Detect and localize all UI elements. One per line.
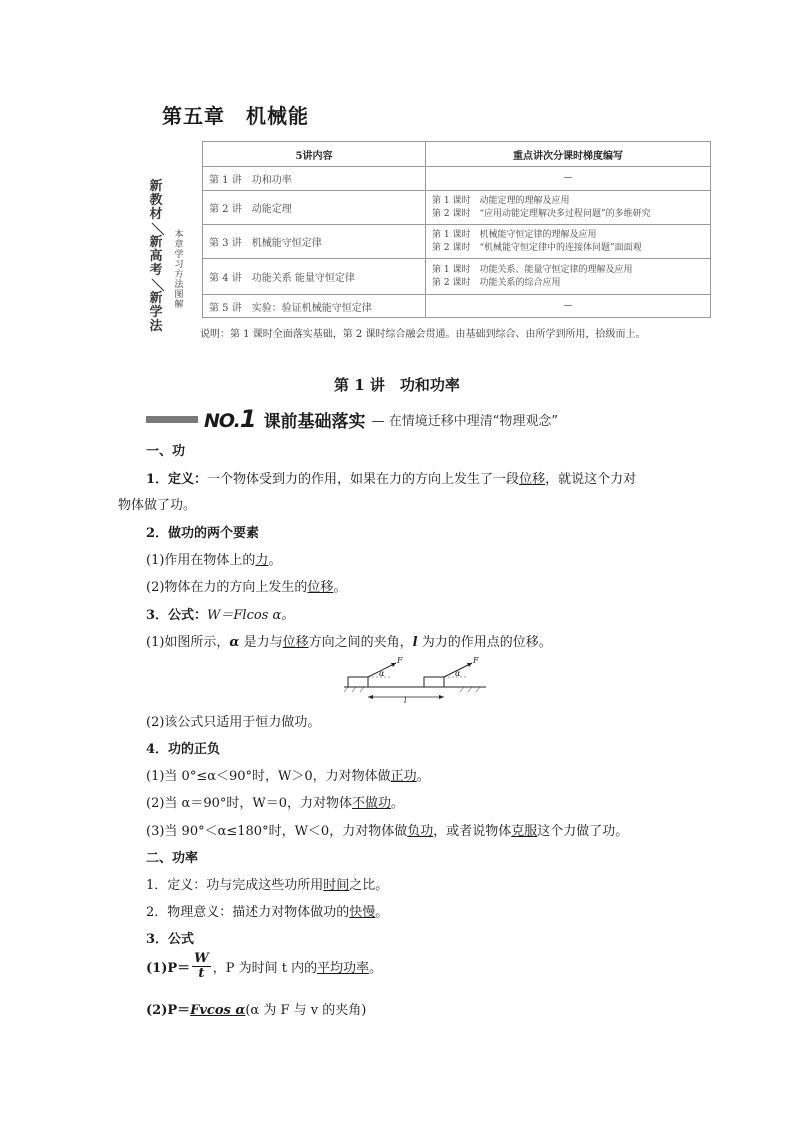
- table-header-plan: 重点讲次分课时梯度编写: [426, 142, 711, 167]
- text: 。: [268, 553, 282, 568]
- text: 一个物体受到力的作用，如果在力的方向上发生了一段: [207, 472, 520, 487]
- displacement-label: l: [404, 696, 407, 705]
- text: 是力与: [239, 635, 283, 650]
- block-start: [348, 677, 368, 687]
- table-row: [203, 191, 711, 225]
- blank-answer: 不做功: [352, 796, 392, 811]
- angle-label-1: α: [379, 669, 385, 678]
- sign-title: 4．功的正负: [146, 742, 221, 757]
- text: (1)P＝: [146, 961, 191, 976]
- power-meaning: [146, 901, 388, 920]
- section-banner: [146, 406, 558, 432]
- fraction-denominator: t: [198, 966, 205, 981]
- symbol: α: [229, 635, 240, 650]
- text: (3)当 90°＜α≤180°时，W＜0，力对物体做: [146, 824, 408, 839]
- table-row: [203, 259, 711, 295]
- angle-label-2: α: [455, 669, 461, 678]
- sidebar-label-new-curriculum: 新 教 材 ／ 新 高 考 ／ 新 学 法: [149, 179, 164, 334]
- blank-answer: 位移: [282, 635, 309, 650]
- blank-answer: Fvcos α: [190, 1003, 246, 1018]
- work-definition-cont: 物体做了功。: [118, 498, 197, 513]
- blank-answer: 位移: [519, 472, 546, 487]
- plan-cell: [426, 259, 711, 295]
- text: ，或者说物体: [433, 824, 512, 839]
- power-formula-1: [146, 952, 382, 981]
- plan-line: 第 2 课时 功能关系的综合应用: [432, 277, 561, 288]
- banner-heading: 课前基础落实: [263, 411, 366, 432]
- fraction-numerator: W: [194, 951, 209, 966]
- plan-line: 第 1 课时 机械能守恒定律的理解及应用: [432, 229, 597, 240]
- banner-number: [204, 405, 256, 433]
- plan-line: 第 2 课时 “应用动能定理解决多过程问题”的多维研究: [432, 208, 651, 219]
- formula-line: [146, 604, 294, 623]
- text: ，就说这个力对: [545, 472, 637, 487]
- text: 。: [391, 796, 405, 811]
- lecture-cell: 第 5 讲 实验：验证机械能守恒定律: [203, 295, 426, 318]
- overview-table: [202, 141, 711, 318]
- lecture-cell: 第 2 讲 动能定理: [203, 191, 426, 225]
- section-title-work: 一、功: [146, 444, 186, 459]
- banner-subtitle: — 在情境迁移中理清“物理观念”: [371, 413, 559, 429]
- section-title-power: 二、功率: [146, 851, 199, 866]
- text: 之比。: [349, 878, 389, 893]
- blank-answer: 力: [255, 553, 269, 568]
- text: 1．定义：功与完成这些功所用: [146, 878, 324, 893]
- blank-answer: 位移: [307, 580, 334, 595]
- blank-answer: 快慢: [349, 905, 376, 920]
- def-label: 1．定义：: [146, 472, 208, 487]
- plan-cell: [426, 225, 711, 259]
- plan-line: 第 1 课时 动能定理的理解及应用: [432, 195, 570, 206]
- text: 。: [375, 905, 389, 920]
- blank-answer: 正功: [390, 769, 417, 784]
- element-2: [146, 576, 346, 595]
- force-label-1: F: [397, 656, 403, 665]
- table-note: 说明：第 1 课时全面落实基础，第 2 课时综合融会贯通。由基础到综合、由所学到所用，拾级而上。: [200, 329, 646, 340]
- sign-case-3: [146, 820, 628, 839]
- sidebar-label-method-diagram: 本 章 学 习 方 法 图 解: [174, 230, 184, 310]
- text: (1)如图所示，: [146, 635, 230, 650]
- blank-answer: 克服: [511, 824, 538, 839]
- block-end: [424, 677, 444, 687]
- arrowhead: [439, 695, 444, 699]
- plan-line: 第 2 课时 “机械能守恒定律中的连接体问题”面面观: [432, 242, 642, 253]
- formula: W＝Flcos α。: [207, 608, 295, 623]
- element-1: [146, 549, 281, 568]
- text: (2)P＝: [146, 1003, 191, 1018]
- text: (1)作用在物体上的: [146, 553, 256, 568]
- text: (2)物体在力的方向上发生的: [146, 580, 308, 595]
- sign-case-1: [146, 765, 430, 784]
- text: 方向之间的夹角，: [308, 635, 413, 650]
- text: 为力的作用点的位移。: [417, 635, 552, 650]
- table-row: [203, 225, 711, 259]
- blank-answer: 负功: [407, 824, 434, 839]
- lecture-cell: 第 3 讲 机械能守恒定律: [203, 225, 426, 259]
- power-formula-2: [146, 999, 366, 1018]
- lecture-cell: 第 4 讲 功能关系 能量守恒定律: [203, 259, 426, 295]
- work-definition: [146, 468, 636, 487]
- table-header-lectures: 5讲内容: [203, 142, 426, 167]
- blank-answer: 平均功率: [317, 961, 370, 976]
- plan-cell: [426, 191, 711, 225]
- text: 。: [369, 961, 383, 976]
- plan-line: 第 1 课时 功能关系、能量守恒定律的理解及应用: [432, 264, 633, 275]
- sign-case-2: [146, 792, 404, 811]
- symbol: l: [412, 635, 418, 650]
- work-figure: [340, 655, 490, 705]
- text: 2．物理意义：描述力对物体做功的: [146, 905, 350, 920]
- text: 。: [416, 769, 430, 784]
- formula-constraint: (2)该公式只适用于恒力做功。: [146, 715, 321, 730]
- formula-explain: [146, 631, 552, 650]
- ground-hatch: [344, 687, 480, 692]
- force-label-2: F: [473, 656, 479, 665]
- text: (1)当 0°≤α＜90°时，W＞0，力对物体做: [146, 769, 391, 784]
- text: ，P 为时间 t 内的: [212, 961, 318, 976]
- banner-bar: [146, 416, 198, 423]
- power-definition: [146, 874, 388, 893]
- banner-no-num: 1: [239, 405, 256, 433]
- formula-label: 3．公式：: [146, 608, 208, 623]
- table-row: [203, 295, 711, 318]
- elements-title: 2．做功的两个要素: [146, 526, 260, 541]
- text: 。: [333, 580, 347, 595]
- table-row: [203, 167, 711, 191]
- blank-answer: 时间: [323, 878, 350, 893]
- text: (2)当 α＝90°时，W＝0，力对物体: [146, 796, 353, 811]
- banner-no-prefix: NO.: [204, 410, 240, 432]
- lecture-cell: 第 1 讲 功和功率: [203, 167, 426, 191]
- text: (α 为 F 与 v 的夹角): [245, 1003, 367, 1018]
- text: 这个力做了功。: [537, 824, 629, 839]
- fraction-w-over-t: [192, 952, 211, 981]
- chapter-title: 第五章 机械能: [162, 104, 309, 128]
- power-formula-title: 3．公式: [146, 932, 195, 947]
- lecture-title: 第 1 讲 功和功率: [334, 376, 460, 394]
- arrowhead: [368, 695, 373, 699]
- plan-cell: —: [426, 295, 711, 318]
- plan-cell: —: [426, 167, 711, 191]
